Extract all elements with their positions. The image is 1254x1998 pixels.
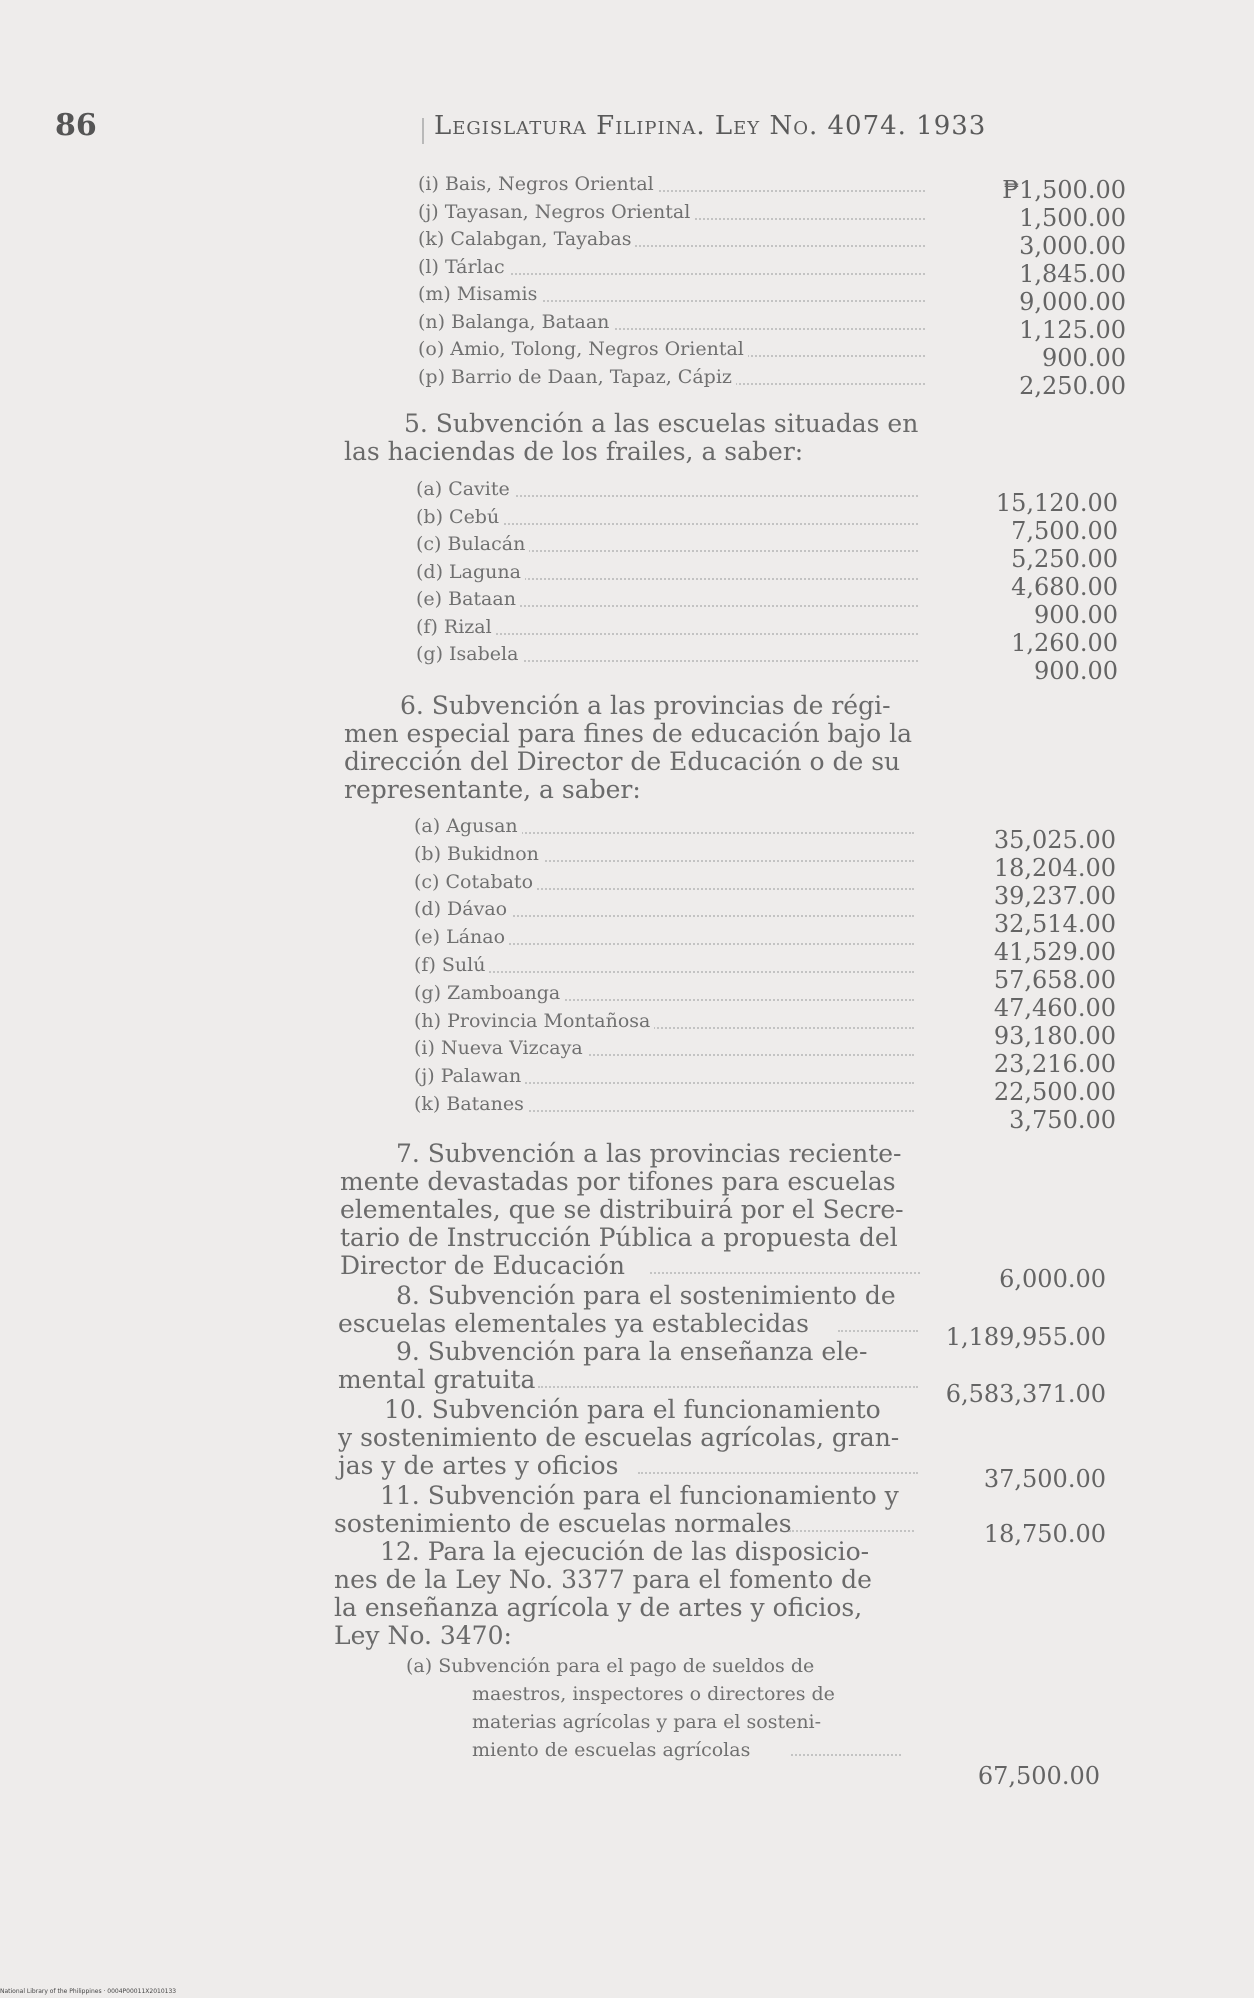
item-label: (n) Balanga, Bataan xyxy=(418,311,613,333)
item-label: (m) Misamis xyxy=(418,283,541,305)
text-line: la enseñanza agrícola y de artes y oficios, xyxy=(334,1593,863,1622)
text-line: 12. Para la ejecución de las disposicio- xyxy=(380,1537,870,1566)
line-item xyxy=(414,898,914,924)
item-label: (e) Lánao xyxy=(414,926,509,948)
section-11 xyxy=(334,1482,899,1538)
section-7-amount: 6,000.00 xyxy=(999,1265,1106,1293)
section-12-sub-a xyxy=(406,1652,835,1764)
item-amount: 32,514.00 xyxy=(993,910,1116,938)
line-item xyxy=(418,228,925,254)
section-9 xyxy=(338,1338,867,1394)
text-line: 11. Subvención para el funcionamiento y xyxy=(380,1481,899,1510)
text-line: sostenimiento de escuelas normales xyxy=(334,1510,899,1538)
item-label: (f) Rizal xyxy=(416,616,496,638)
item-amount: 93,180.00 xyxy=(993,1022,1116,1050)
text-line: mente devastadas por tifones para escuelas xyxy=(340,1167,896,1196)
section-7 xyxy=(340,1140,904,1280)
item-amount: 4,680.00 xyxy=(1011,573,1118,601)
line-item xyxy=(414,1010,914,1036)
item-label: (a) Cavite xyxy=(416,478,514,500)
line-item xyxy=(414,1093,914,1119)
text-line: nes de la Ley No. 3377 para el fomento de xyxy=(334,1565,872,1594)
line-item xyxy=(418,338,925,364)
section-11-amount: 18,750.00 xyxy=(983,1520,1106,1548)
item-label: (g) Isabela xyxy=(416,643,522,665)
text-line: 7. Subvención a las provincias reciente- xyxy=(396,1139,902,1168)
item-amount: 47,460.00 xyxy=(993,994,1116,1022)
item-amount: 3,750.00 xyxy=(1009,1106,1116,1134)
text-line: y sostenimiento de escuelas agrícolas, gran- xyxy=(338,1423,900,1452)
item-label: (b) Bukidnon xyxy=(414,843,543,865)
section-9-amount: 6,583,371.00 xyxy=(945,1380,1106,1408)
line-item xyxy=(418,173,925,199)
text-line: representante, a saber: xyxy=(344,775,641,804)
item-label: (g) Zamboanga xyxy=(414,982,564,1004)
text-line: miento de escuelas agrícolas xyxy=(406,1736,835,1764)
item-label: (j) Tayasan, Negros Oriental xyxy=(418,201,694,223)
line-item xyxy=(418,283,925,309)
item-label: (h) Provincia Montañosa xyxy=(414,1010,654,1032)
text-line: las haciendas de los frailes, a saber: xyxy=(344,437,804,466)
item-amount: 9,000.00 xyxy=(1019,288,1126,316)
item-amount: 1,845.00 xyxy=(1019,260,1126,288)
item-label: (c) Cotabato xyxy=(414,871,537,893)
item-amount: 2,250.00 xyxy=(1019,372,1126,400)
line-item xyxy=(418,366,925,392)
item-amount: 7,500.00 xyxy=(1011,517,1118,545)
dot-leader xyxy=(538,1386,918,1388)
item-amount: 22,500.00 xyxy=(993,1078,1116,1106)
item-label: (f) Sulú xyxy=(414,954,489,976)
section-10 xyxy=(338,1396,899,1480)
section-12 xyxy=(334,1538,872,1650)
section-10-amount: 37,500.00 xyxy=(983,1465,1106,1493)
line-item xyxy=(414,926,914,952)
item-amount: 3,000.00 xyxy=(1019,232,1126,260)
item-amount: 1,260.00 xyxy=(1011,629,1118,657)
item-label: (d) Dávao xyxy=(414,898,511,920)
item-amount: 35,025.00 xyxy=(993,826,1116,854)
text-line: materias agrícolas y para el sosteni- xyxy=(472,1711,822,1733)
text-line: elementales, que se distribuirá por el Secre- xyxy=(340,1195,904,1224)
item-label: (i) Bais, Negros Oriental xyxy=(418,173,658,195)
item-label: (c) Bulacán xyxy=(416,533,529,555)
line-item xyxy=(414,843,914,869)
dot-leader xyxy=(791,1754,901,1756)
text-line: dirección del Director de Educación o de su xyxy=(344,747,901,776)
item-label: (i) Nueva Vizcaya xyxy=(414,1037,587,1059)
item-label: (p) Barrio de Daan, Tapaz, Cápiz xyxy=(418,366,736,388)
text-line: 10. Subvención para el funcionamiento xyxy=(384,1395,881,1424)
item-amount: 1,500.00 xyxy=(1019,204,1126,232)
line-item xyxy=(416,478,918,504)
text-line: men especial para fines de educación bajo la xyxy=(344,719,913,748)
item-label: (e) Bataan xyxy=(416,588,520,610)
item-amount: 900.00 xyxy=(1034,601,1118,629)
item-label: (l) Tárlac xyxy=(418,256,509,278)
text-line: tario de Instrucción Pública a propuesta del xyxy=(340,1223,898,1252)
line-item xyxy=(414,871,914,897)
item-label: (j) Palawan xyxy=(414,1065,525,1087)
line-item xyxy=(416,588,918,614)
section-8-amount: 1,189,955.00 xyxy=(945,1323,1106,1351)
dot-leader xyxy=(638,1472,918,1474)
item-amount: 15,120.00 xyxy=(995,489,1118,517)
text-line: 5. Subvención a las escuelas situadas en xyxy=(404,409,919,438)
item-amount: 57,658.00 xyxy=(993,966,1116,994)
line-item xyxy=(414,1037,914,1063)
item-label: (k) Batanes xyxy=(414,1093,528,1115)
line-item xyxy=(418,311,925,337)
line-item xyxy=(414,1065,914,1091)
line-item xyxy=(418,201,925,227)
line-item xyxy=(414,982,914,1008)
item-amount: ₱1,500.00 xyxy=(1002,176,1126,204)
line-item xyxy=(416,506,918,532)
item-amount: 23,216.00 xyxy=(993,1050,1116,1078)
item-amount: 39,237.00 xyxy=(993,882,1116,910)
text-line: jas y de artes y oficios xyxy=(338,1452,899,1480)
text-line: escuelas elementales ya establecidas xyxy=(338,1310,896,1338)
text-line: maestros, inspectores o directores de xyxy=(472,1683,835,1705)
line-item xyxy=(414,815,914,841)
item-amount: 900.00 xyxy=(1042,344,1126,372)
page-number: 86 xyxy=(55,108,97,143)
text-line: mental gratuita xyxy=(338,1366,867,1394)
item-label: (d) Laguna xyxy=(416,561,525,583)
section-8 xyxy=(338,1282,896,1338)
section-6-heading xyxy=(344,692,912,804)
item-amount: 1,125.00 xyxy=(1019,316,1126,344)
text-line: (a) Subvención para el pago de sueldos de xyxy=(406,1655,815,1677)
section-12-sub-amount: 67,500.00 xyxy=(977,1762,1100,1790)
line-item xyxy=(418,256,925,282)
text-line: 6. Subvención a las provincias de régi- xyxy=(400,691,891,720)
scan-footer: National Library of the Philippines · 0004P00011X2010133 xyxy=(0,1988,177,1995)
text-line: 8. Subvención para el sostenimiento de xyxy=(396,1281,896,1310)
item-label: (b) Cebú xyxy=(416,506,503,528)
item-label: (k) Calabgan, Tayabas xyxy=(418,228,635,250)
line-item xyxy=(416,616,918,642)
text-line: Ley No. 3470: xyxy=(334,1621,512,1650)
item-amount: 18,204.00 xyxy=(993,854,1116,882)
item-label: (o) Amio, Tolong, Negros Oriental xyxy=(418,338,748,360)
running-header: Legislatura Filipina. Ley No. 4074. 1933 xyxy=(434,111,987,141)
text-line: Director de Educación xyxy=(340,1252,904,1280)
line-item xyxy=(414,954,914,980)
dot-leader xyxy=(650,1272,920,1274)
header-divider xyxy=(422,118,424,144)
text-line: 9. Subvención para la enseñanza ele- xyxy=(396,1337,868,1366)
section-5-heading xyxy=(344,410,918,466)
item-amount: 900.00 xyxy=(1034,657,1118,685)
line-item xyxy=(416,643,918,669)
item-label: (a) Agusan xyxy=(414,815,522,837)
item-amount: 5,250.00 xyxy=(1011,545,1118,573)
item-amount: 41,529.00 xyxy=(993,938,1116,966)
line-item xyxy=(416,533,918,559)
line-item xyxy=(416,561,918,587)
